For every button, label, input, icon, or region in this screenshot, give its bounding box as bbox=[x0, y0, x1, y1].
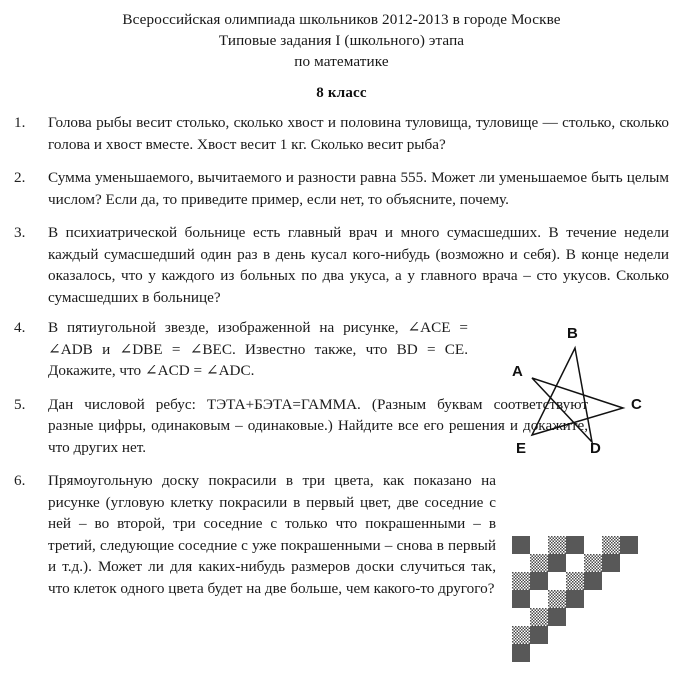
problem-text-1: Голова рыбы весит столько, сколько хвост и половина туловища, туловище — столько, сколько голова и хвост вместе. Хвост весит 1 кг. Сколько весит рыба? bbox=[48, 114, 669, 153]
board-cell bbox=[512, 590, 530, 608]
board-cell bbox=[584, 554, 602, 572]
board-cell bbox=[548, 572, 566, 590]
problem-number-2: 2. bbox=[14, 169, 26, 186]
pentagram-figure bbox=[500, 322, 660, 462]
board-cell bbox=[548, 608, 566, 626]
problem-text-3: В психиатрической больнице есть главный врач и много сумасшедших. В течение недели каждый сумасшедший один раз в день кусал кого-нибудь (возможно и себя). В конце недели оказалось, что у каждого из больных по два укуса, а у главного врача – сто укусов. Сколько сумасшедших в больнице? bbox=[48, 224, 669, 306]
grade-heading: 8 класс bbox=[316, 85, 367, 101]
board-cell bbox=[512, 554, 530, 572]
problem-number-6: 6. bbox=[14, 472, 26, 489]
problem-number-4: 4. bbox=[14, 319, 26, 336]
board-cell bbox=[602, 572, 620, 590]
board-cell bbox=[530, 536, 548, 554]
board-cell bbox=[602, 536, 620, 554]
vertex-label-c: C bbox=[631, 396, 642, 413]
board-cell bbox=[566, 554, 584, 572]
board-cell bbox=[602, 554, 620, 572]
header-title-line-2: Типовые задания I (школьного) этапа bbox=[218, 32, 465, 49]
board-cell bbox=[584, 572, 602, 590]
board-cell bbox=[530, 644, 548, 662]
problem-text-2: Сумма уменьшаемого, вычитаемого и разности равна 555. Может ли уменьшаемое быть целым числом? Если да, то приведите пример, если нет, то объясните, почему. bbox=[48, 169, 669, 208]
board-cell bbox=[548, 536, 566, 554]
board-cell bbox=[548, 626, 566, 644]
board-cell bbox=[512, 572, 530, 590]
problem-item-3 bbox=[0, 222, 683, 308]
board-cell bbox=[548, 554, 566, 572]
board-cell bbox=[584, 590, 602, 608]
board-cell bbox=[530, 572, 548, 590]
problem-text-6: Прямоугольную доску покрасили в три цвета, как показано на рисунке (угловую клетку покрасили в первый цвет, две соседние с ней – во второй, три соседние с только что покрашенными – в третий, следующие соседние с уже покрашенными – снова в первый и т.д.). Может ли для каких-нибудь размеров доски случиться так, что клеток одного цвета будет на две больше, чем какого-то другого? bbox=[48, 472, 496, 597]
board-cell bbox=[566, 536, 584, 554]
vertex-label-b: B bbox=[567, 325, 578, 342]
board-cell bbox=[566, 590, 584, 608]
problem-item-2 bbox=[0, 167, 683, 210]
board-cell bbox=[512, 644, 530, 662]
header-title-line-3: по математике bbox=[294, 53, 389, 70]
board-cell bbox=[566, 608, 584, 626]
board-cell bbox=[620, 554, 638, 572]
board-cell bbox=[566, 572, 584, 590]
document-header bbox=[0, 0, 683, 102]
board-cell bbox=[530, 608, 548, 626]
vertex-label-e: E bbox=[516, 440, 527, 457]
board-cell bbox=[530, 590, 548, 608]
vertex-label-a: A bbox=[512, 363, 523, 380]
problem-number-5: 5. bbox=[14, 395, 26, 413]
problem-number-3: 3. bbox=[14, 224, 26, 241]
pentagram-outline bbox=[532, 348, 623, 442]
problem-item-1 bbox=[0, 112, 683, 155]
vertex-label-d: D bbox=[590, 440, 601, 457]
board-cell bbox=[512, 626, 530, 644]
board-cell bbox=[548, 590, 566, 608]
problem-number-1: 1. bbox=[14, 114, 26, 131]
board-cell bbox=[530, 626, 548, 644]
tricolor-board-svg bbox=[512, 536, 642, 671]
board-cell bbox=[620, 536, 638, 554]
board-cell bbox=[512, 536, 530, 554]
tricolor-board-figure bbox=[512, 536, 642, 671]
board-cell bbox=[584, 536, 602, 554]
board-cell bbox=[512, 608, 530, 626]
problem-text-4: В пятиугольной звезде, изображенной на рисунке, ∠ACE = ∠ADB и ∠DBE = ∠BEC. Известно также, что BD = CE. Докажите, что ∠ACD = ∠ADC. bbox=[48, 319, 468, 379]
board-cell bbox=[530, 554, 548, 572]
header-title-line-1: Всероссийская олимпиада школьников 2012-2013 в городе Москве bbox=[122, 11, 561, 28]
problem-text-5: Дан числовой ребус: ТЭТА+БЭТА=ГАММА. (Разным буквам соответствуют разные цифры, одинаковым – одинаковые.) Найдите все его решения и докажите, что других нет. bbox=[48, 395, 588, 456]
